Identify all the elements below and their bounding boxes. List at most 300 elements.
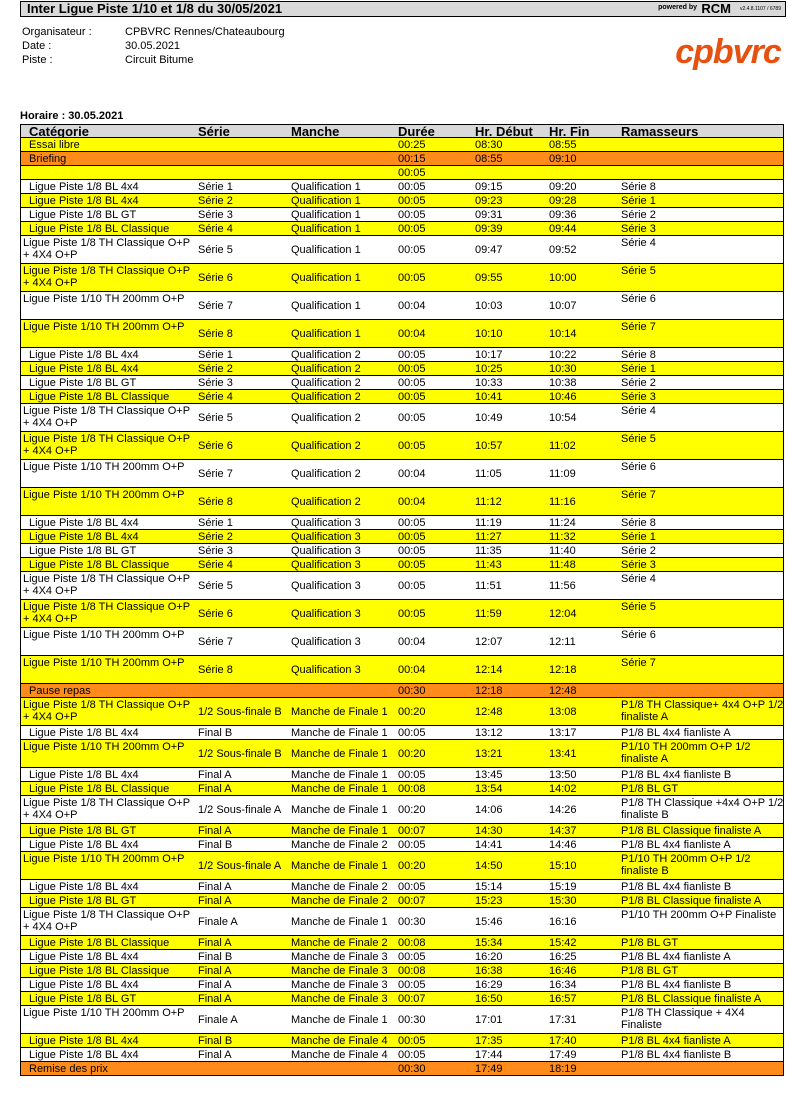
- cell-duree: 00:05: [398, 726, 426, 739]
- cell-duree: 00:05: [398, 530, 426, 543]
- powered-by-label: powered by: [658, 4, 697, 11]
- report-title: Inter Ligue Piste 1/10 et 1/8 du 30/05/2021: [27, 1, 283, 16]
- cell-debut: 09:39: [475, 222, 503, 235]
- cell-duree: 00:05: [398, 194, 426, 207]
- cell-categorie: Essai libre: [29, 138, 80, 151]
- cell-categorie: Ligue Piste 1/8 BL 4x4: [29, 362, 139, 375]
- cell-fin: 12:48: [549, 684, 577, 697]
- cell-categorie: Ligue Piste 1/8 BL 4x4: [29, 838, 139, 851]
- cell-manche: Qualification 1: [291, 180, 361, 193]
- table-row: [20, 292, 784, 320]
- cell-manche: Qualification 2: [291, 362, 361, 375]
- cell-serie: Final A: [198, 978, 232, 991]
- cell-categorie: Ligue Piste 1/10 TH 200mm O+P: [23, 461, 185, 473]
- cell-serie: 1/2 Sous-finale B: [198, 705, 282, 718]
- cell-debut: 12:48: [475, 705, 503, 718]
- table-row: [20, 544, 784, 558]
- cell-duree: 00:05: [398, 607, 426, 620]
- cell-fin: 12:18: [549, 663, 577, 676]
- cell-serie: Série 7: [198, 299, 233, 312]
- cell-fin: 15:19: [549, 880, 577, 893]
- cell-fin: 15:10: [549, 859, 577, 872]
- cell-manche: Qualification 3: [291, 579, 361, 592]
- cell-serie: Série 6: [198, 271, 233, 284]
- col-header-manche: Manche: [291, 123, 340, 139]
- cell-manche: Manche de Finale 1: [291, 782, 388, 795]
- cell-fin: 10:38: [549, 376, 577, 389]
- cell-debut: 13:12: [475, 726, 503, 739]
- cell-serie: Série 2: [198, 530, 233, 543]
- cell-ramasseurs: P1/8 BL 4x4 fianliste B: [621, 768, 732, 781]
- cell-categorie: Ligue Piste 1/8 BL 4x4: [29, 516, 139, 529]
- cell-manche: Manche de Finale 1: [291, 1013, 388, 1026]
- table-row: [20, 894, 784, 908]
- cell-serie: Série 3: [198, 208, 233, 221]
- cell-duree: 00:05: [398, 362, 426, 375]
- table-row: [20, 404, 784, 432]
- cell-manche: Manche de Finale 1: [291, 859, 388, 872]
- cell-fin: 10:00: [549, 271, 577, 284]
- cell-ramasseurs: Série 4: [621, 237, 656, 249]
- cell-manche: Qualification 2: [291, 467, 361, 480]
- table-row: [20, 138, 784, 152]
- cell-manche: Qualification 3: [291, 558, 361, 571]
- cell-debut: 08:30: [475, 138, 503, 151]
- table-row: [20, 992, 784, 1006]
- cell-debut: 09:31: [475, 208, 503, 221]
- table-row: [20, 376, 784, 390]
- cell-categorie: Ligue Piste 1/10 TH 200mm O+P: [23, 657, 185, 669]
- table-header-row: [20, 124, 784, 138]
- cell-ramasseurs: P1/8 BL 4x4 fianliste A: [621, 838, 731, 851]
- table-row: [20, 432, 784, 460]
- cell-serie: Série 4: [198, 390, 233, 403]
- cell-duree: 00:25: [398, 138, 426, 151]
- cell-ramasseurs: P1/10 TH 200mm O+P 1/2 finaliste B: [621, 853, 751, 877]
- cell-ramasseurs: Série 6: [621, 461, 656, 473]
- cell-debut: 13:21: [475, 747, 503, 760]
- cell-ramasseurs: [621, 684, 783, 697]
- cell-manche: Manche de Finale 1: [291, 705, 388, 718]
- cell-duree: 00:20: [398, 859, 426, 872]
- cell-duree: 00:05: [398, 950, 426, 963]
- cell-ramasseurs: Série 6: [621, 629, 656, 641]
- cell-categorie: Ligue Piste 1/8 BL 4x4: [29, 950, 139, 963]
- cell-serie: Série 3: [198, 544, 233, 557]
- cell-fin: 12:04: [549, 607, 577, 620]
- cell-debut: 10:25: [475, 362, 503, 375]
- cell-ramasseurs: [621, 1062, 783, 1075]
- cell-debut: 13:54: [475, 782, 503, 795]
- cell-manche: [291, 684, 397, 697]
- cell-debut: 11:51: [475, 579, 502, 592]
- cell-categorie: Ligue Piste 1/10 TH 200mm O+P: [23, 1007, 185, 1019]
- cell-serie: 1/2 Sous-finale A: [198, 803, 282, 816]
- version-label: v2.4.8.1107 / 6789: [739, 6, 781, 12]
- cell-categorie: Ligue Piste 1/10 TH 200mm O+P: [23, 293, 185, 305]
- cell-duree: 00:15: [398, 152, 426, 165]
- cell-serie: Série 2: [198, 194, 233, 207]
- cell-duree: 00:05: [398, 978, 426, 991]
- cell-duree: 00:05: [398, 579, 426, 592]
- cell-debut: 12:07: [475, 635, 503, 648]
- cell-ramasseurs: Série 5: [621, 433, 656, 445]
- cell-categorie: Ligue Piste 1/8 BL GT: [29, 208, 137, 221]
- cell-ramasseurs: Série 4: [621, 405, 656, 417]
- cell-duree: 00:04: [398, 663, 426, 676]
- cell-manche: Qualification 1: [291, 194, 361, 207]
- table-row: [20, 852, 784, 880]
- cell-serie: Série 1: [198, 348, 233, 361]
- cell-manche: [291, 166, 397, 179]
- cell-serie: [198, 1062, 290, 1075]
- cell-debut: 10:49: [475, 411, 503, 424]
- cell-manche: Qualification 3: [291, 516, 361, 529]
- table-row: [20, 194, 784, 208]
- cell-fin: 10:14: [549, 327, 577, 340]
- cell-categorie: Ligue Piste 1/8 BL GT: [29, 376, 137, 389]
- cell-ramasseurs: P1/8 BL 4x4 fianliste A: [621, 1034, 731, 1047]
- cell-fin: 11:48: [549, 558, 576, 571]
- table-row: [20, 1062, 784, 1076]
- cell-serie: Final A: [198, 880, 232, 893]
- cell-duree: 00:05: [398, 411, 426, 424]
- cell-fin: 11:40: [549, 544, 576, 557]
- cell-ramasseurs: Série 7: [621, 489, 656, 501]
- table-row: [20, 390, 784, 404]
- cpbvrc-logo: [673, 32, 783, 72]
- cell-debut: [475, 166, 545, 179]
- table-row: [20, 572, 784, 600]
- cell-manche: Manche de Finale 2: [291, 894, 388, 907]
- cell-manche: Qualification 3: [291, 544, 361, 557]
- cell-duree: 00:04: [398, 635, 426, 648]
- cell-duree: 00:08: [398, 936, 426, 949]
- table-row: [20, 656, 784, 684]
- cell-serie: Final B: [198, 726, 233, 739]
- cell-manche: Qualification 3: [291, 607, 361, 620]
- cell-ramasseurs: Série 1: [621, 362, 656, 375]
- cell-fin: 17:31: [549, 1013, 577, 1026]
- cell-serie: Final A: [198, 1048, 232, 1061]
- cell-ramasseurs: Série 8: [621, 516, 656, 529]
- cell-manche: Manche de Finale 2: [291, 838, 388, 851]
- table-row: [20, 180, 784, 194]
- table-row: [20, 166, 784, 180]
- cell-serie: Série 7: [198, 635, 233, 648]
- cell-serie: Finale A: [198, 1013, 238, 1026]
- table-row: [20, 222, 784, 236]
- cell-categorie: Ligue Piste 1/8 TH Classique O+P + 4X4 O+P: [23, 909, 190, 933]
- cell-categorie: Ligue Piste 1/8 BL 4x4: [29, 880, 139, 893]
- table-row: [20, 726, 784, 740]
- brand-label: RCM: [701, 1, 731, 16]
- cell-fin: 16:34: [549, 978, 577, 991]
- cell-ramasseurs: Série 3: [621, 558, 656, 571]
- cell-manche: [291, 152, 397, 165]
- cell-ramasseurs: [621, 166, 783, 179]
- cell-debut: 14:06: [475, 803, 503, 816]
- cell-debut: 10:10: [475, 327, 503, 340]
- cell-manche: Qualification 1: [291, 222, 361, 235]
- table-row: [20, 698, 784, 726]
- cell-debut: 17:49: [475, 1062, 503, 1075]
- cell-fin: 10:30: [549, 362, 577, 375]
- cell-manche: Qualification 2: [291, 390, 361, 403]
- cell-categorie: Ligue Piste 1/8 BL Classique: [29, 558, 170, 571]
- cell-duree: 00:07: [398, 894, 426, 907]
- table-row: [20, 236, 784, 264]
- cell-debut: 12:14: [475, 663, 503, 676]
- cell-categorie: [29, 166, 194, 179]
- cell-categorie: Ligue Piste 1/10 TH 200mm O+P: [23, 321, 185, 333]
- cell-serie: [198, 152, 290, 165]
- cell-serie: Série 3: [198, 376, 233, 389]
- cell-serie: Série 7: [198, 467, 233, 480]
- cell-categorie: Ligue Piste 1/8 BL 4x4: [29, 726, 139, 739]
- cell-categorie: Ligue Piste 1/8 BL Classique: [29, 390, 170, 403]
- cell-debut: 10:33: [475, 376, 503, 389]
- cell-fin: 11:02: [549, 439, 576, 452]
- table-row: [20, 460, 784, 488]
- cell-fin: 13:41: [549, 747, 577, 760]
- table-row: [20, 264, 784, 292]
- cell-serie: Série 4: [198, 222, 233, 235]
- cell-debut: 11:35: [475, 544, 502, 557]
- table-row: [20, 530, 784, 544]
- cell-duree: 00:20: [398, 803, 426, 816]
- cell-categorie: Ligue Piste 1/8 TH Classique O+P + 4X4 O+P: [23, 265, 190, 289]
- cell-fin: 16:46: [549, 964, 577, 977]
- cell-ramasseurs: [621, 138, 783, 151]
- cell-serie: 1/2 Sous-finale B: [198, 747, 282, 760]
- cell-ramasseurs: P1/8 BL 4x4 fianliste A: [621, 950, 731, 963]
- cell-manche: Manche de Finale 3: [291, 964, 388, 977]
- cell-categorie: Ligue Piste 1/10 TH 200mm O+P: [23, 853, 185, 865]
- cell-duree: 00:04: [398, 299, 426, 312]
- cell-manche: Manche de Finale 4: [291, 1048, 388, 1061]
- cell-serie: Série 6: [198, 439, 233, 452]
- cell-serie: Final B: [198, 1034, 233, 1047]
- cell-manche: Qualification 1: [291, 243, 361, 256]
- cell-debut: 11:27: [475, 530, 502, 543]
- cell-fin: 14:02: [549, 782, 577, 795]
- cell-manche: Qualification 2: [291, 439, 361, 452]
- cell-serie: Série 5: [198, 411, 233, 424]
- cell-ramasseurs: Série 5: [621, 601, 656, 613]
- cell-manche: Qualification 1: [291, 299, 361, 312]
- table-row: [20, 628, 784, 656]
- table-row: [20, 908, 784, 936]
- cell-debut: 08:55: [475, 152, 503, 165]
- cell-manche: Manche de Finale 3: [291, 950, 388, 963]
- cell-debut: 10:17: [475, 348, 503, 361]
- cell-duree: 00:08: [398, 964, 426, 977]
- cell-ramasseurs: Série 3: [621, 222, 656, 235]
- cell-duree: 00:05: [398, 838, 426, 851]
- cell-debut: 14:41: [475, 838, 503, 851]
- cell-serie: Final A: [198, 824, 232, 837]
- cell-ramasseurs: P1/8 BL Classique finaliste A: [621, 992, 762, 1005]
- table-row: [20, 978, 784, 992]
- table-row: [20, 516, 784, 530]
- table-row: [20, 768, 784, 782]
- cell-ramasseurs: P1/8 BL 4x4 fianliste A: [621, 726, 731, 739]
- cell-manche: Manche de Finale 1: [291, 747, 388, 760]
- cell-ramasseurs: Série 8: [621, 180, 656, 193]
- cell-debut: 09:47: [475, 243, 503, 256]
- cell-manche: Manche de Finale 1: [291, 824, 388, 837]
- cell-fin: 15:42: [549, 936, 577, 949]
- table-row: [20, 1034, 784, 1048]
- cell-duree: 00:05: [398, 271, 426, 284]
- cell-fin: 13:08: [549, 705, 577, 718]
- cell-debut: 10:57: [475, 439, 503, 452]
- piste-label: Piste :: [22, 54, 53, 66]
- table-row: [20, 1006, 784, 1034]
- cell-duree: 00:05: [398, 516, 426, 529]
- cell-ramasseurs: Série 7: [621, 657, 656, 669]
- cell-ramasseurs: P1/8 TH Classique + 4X4 Finaliste: [621, 1007, 745, 1031]
- table-row: [20, 362, 784, 376]
- cell-duree: 00:20: [398, 747, 426, 760]
- cell-serie: Final A: [198, 782, 232, 795]
- cell-ramasseurs: Série 1: [621, 194, 656, 207]
- table-row: [20, 208, 784, 222]
- cell-ramasseurs: Série 2: [621, 208, 656, 221]
- cell-serie: [198, 138, 290, 151]
- horaire-title: Horaire : 30.05.2021: [20, 110, 124, 122]
- table-row: [20, 824, 784, 838]
- cell-ramasseurs: Série 5: [621, 265, 656, 277]
- table-row: [20, 684, 784, 698]
- cell-serie: Final B: [198, 950, 233, 963]
- table-row: [20, 488, 784, 516]
- cell-ramasseurs: Série 6: [621, 293, 656, 305]
- cell-serie: Série 1: [198, 180, 233, 193]
- cell-categorie: Ligue Piste 1/8 TH Classique O+P + 4X4 O+P: [23, 237, 190, 261]
- cell-manche: [291, 138, 397, 151]
- cell-serie: Série 4: [198, 558, 233, 571]
- cell-debut: 10:03: [475, 299, 503, 312]
- cell-debut: 17:35: [475, 1034, 503, 1047]
- cell-duree: 00:05: [398, 390, 426, 403]
- cell-categorie: Ligue Piste 1/10 TH 200mm O+P: [23, 489, 185, 501]
- table-row: [20, 838, 784, 852]
- cell-manche: Manche de Finale 2: [291, 936, 388, 949]
- cell-categorie: Ligue Piste 1/8 BL GT: [29, 992, 137, 1005]
- cell-manche: Qualification 2: [291, 411, 361, 424]
- cell-manche: Qualification 3: [291, 663, 361, 676]
- cell-fin: 11:16: [549, 495, 576, 508]
- schedule-table: [20, 124, 784, 1076]
- cell-categorie: Ligue Piste 1/8 BL 4x4: [29, 1034, 139, 1047]
- cell-fin: 16:25: [549, 950, 577, 963]
- cell-fin: 09:10: [549, 152, 577, 165]
- col-header-serie: Série: [198, 123, 230, 139]
- cell-ramasseurs: Série 1: [621, 530, 656, 543]
- cell-serie: Série 2: [198, 362, 233, 375]
- cell-debut: 16:29: [475, 978, 503, 991]
- cell-categorie: Ligue Piste 1/8 BL Classique: [29, 782, 170, 795]
- cell-debut: 11:43: [475, 558, 502, 571]
- cell-serie: Série 6: [198, 607, 233, 620]
- cell-fin: 10:22: [549, 348, 577, 361]
- cell-fin: 10:07: [549, 299, 577, 312]
- cell-serie: [198, 166, 290, 179]
- table-row: [20, 740, 784, 768]
- cell-ramasseurs: [621, 152, 783, 165]
- cell-categorie: Remise des prix: [29, 1062, 108, 1075]
- cell-fin: 11:56: [549, 579, 576, 592]
- cell-manche: Qualification 1: [291, 327, 361, 340]
- cell-duree: 00:05: [398, 376, 426, 389]
- cell-duree: 00:05: [398, 208, 426, 221]
- cell-duree: 00:04: [398, 495, 426, 508]
- table-row: [20, 152, 784, 166]
- cell-serie: Série 5: [198, 243, 233, 256]
- cell-categorie: Ligue Piste 1/8 BL 4x4: [29, 768, 139, 781]
- table-row: [20, 320, 784, 348]
- cell-serie: 1/2 Sous-finale A: [198, 859, 282, 872]
- cell-manche: Manche de Finale 3: [291, 978, 388, 991]
- cell-duree: 00:05: [398, 180, 426, 193]
- cell-ramasseurs: Série 7: [621, 321, 656, 333]
- cell-fin: 17:40: [549, 1034, 577, 1047]
- cell-debut: 15:34: [475, 936, 503, 949]
- cell-serie: Final A: [198, 992, 232, 1005]
- cell-manche: Qualification 3: [291, 530, 361, 543]
- cell-ramasseurs: P1/8 BL GT: [621, 782, 679, 795]
- cell-categorie: Ligue Piste 1/8 TH Classique O+P + 4X4 O+P: [23, 797, 190, 821]
- table-row: [20, 1048, 784, 1062]
- cell-serie: [198, 684, 290, 697]
- cell-debut: 15:23: [475, 894, 503, 907]
- cell-categorie: Ligue Piste 1/8 BL 4x4: [29, 180, 139, 193]
- cell-debut: 14:30: [475, 824, 503, 837]
- col-header-debut: Hr. Début: [475, 123, 533, 139]
- cell-categorie: Ligue Piste 1/8 BL 4x4: [29, 194, 139, 207]
- cell-manche: Manche de Finale 1: [291, 726, 388, 739]
- cell-duree: 00:05: [398, 1034, 426, 1047]
- cell-ramasseurs: Série 4: [621, 573, 656, 585]
- cell-categorie: Ligue Piste 1/8 BL GT: [29, 894, 137, 907]
- report-header-bar: [20, 1, 786, 17]
- cell-fin: 10:46: [549, 390, 577, 403]
- cell-duree: 00:08: [398, 782, 426, 795]
- cell-ramasseurs: P1/8 BL Classique finaliste A: [621, 894, 762, 907]
- cell-debut: 15:46: [475, 915, 503, 928]
- cell-debut: 17:44: [475, 1048, 503, 1061]
- cell-serie: Final A: [198, 964, 232, 977]
- table-row: [20, 950, 784, 964]
- cell-serie: Série 8: [198, 327, 233, 340]
- cell-ramasseurs: P1/8 BL 4x4 fianliste B: [621, 880, 732, 893]
- organisateur-value: CPBVRC Rennes/Chateaubourg: [125, 26, 285, 38]
- cell-categorie: Ligue Piste 1/8 TH Classique O+P + 4X4 O+P: [23, 405, 190, 429]
- cell-ramasseurs: P1/8 TH Classique+ 4x4 O+P 1/2 finaliste A: [621, 699, 784, 723]
- cell-debut: 09:15: [475, 180, 503, 193]
- cell-fin: 09:36: [549, 208, 577, 221]
- cell-duree: 00:05: [398, 166, 426, 179]
- cell-debut: 14:50: [475, 859, 503, 872]
- cell-serie: Série 1: [198, 516, 233, 529]
- cell-manche: Qualification 1: [291, 208, 361, 221]
- cell-categorie: Ligue Piste 1/8 BL GT: [29, 824, 137, 837]
- cell-ramasseurs: P1/8 BL Classique finaliste A: [621, 824, 762, 837]
- cell-manche: Manche de Finale 4: [291, 1034, 388, 1047]
- cell-manche: Qualification 2: [291, 348, 361, 361]
